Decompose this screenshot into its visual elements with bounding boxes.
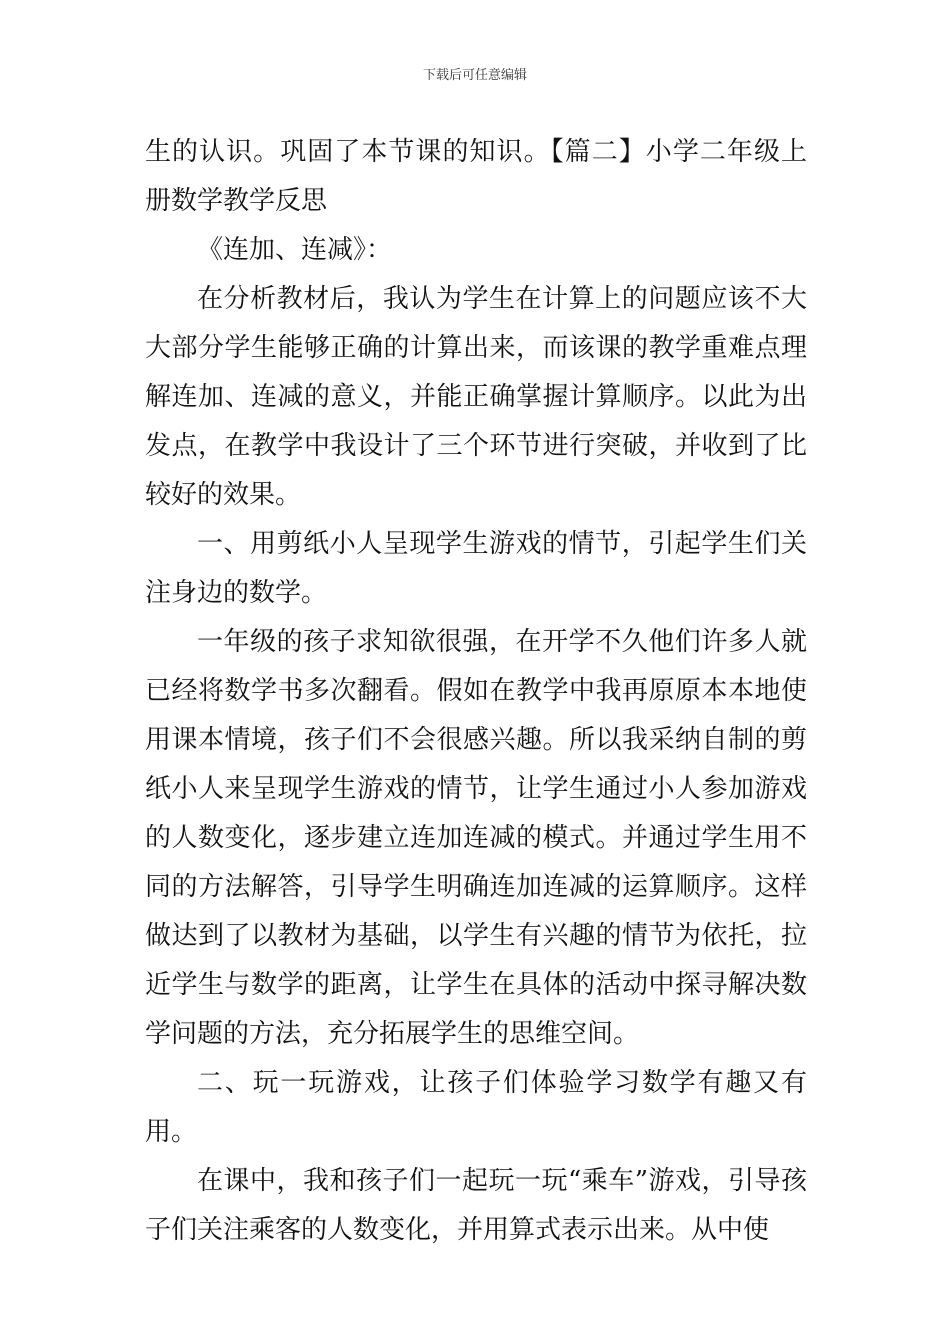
paragraph-section-two-heading: 二、玩一玩游戏，让孩子们体验学习数学有趣又有用。	[145, 1068, 807, 1147]
paragraph-analysis: 在分析教材后，我认为学生在计算上的问题应该不大大部分学生能够正确的计算出来，而该课的教学重难点理解连加、连减的意义，并能正确掌握计算顺序。以此为出发点，在教学中我设计了三个环节进行突破，并收到了比较好的效果。	[145, 284, 807, 510]
paragraph-section-one-heading: 一、用剪纸小人呈现学生游戏的情节，引起学生们关注身边的数学。	[145, 529, 807, 608]
page-header-note: 下载后可任意编辑	[422, 68, 527, 83]
document-body	[145, 128, 807, 1255]
paragraph-continuation: 生的认识。巩固了本节课的知识。【篇二】小学二年级上册数学教学反思	[145, 137, 807, 216]
paragraph-lesson-title: 《连加、连减》：	[197, 235, 393, 265]
paragraph-section-one-body: 一年级的孩子求知欲很强，在开学不久他们许多人就已经将数学书多次翻看。假如在教学中我再原原本本地使用课本情境，孩子们不会很感兴趣。所以我采纳自制的剪纸小人来呈现学生游戏的情节，让学生通过小人参加游戏的人数变化，逐步建立连加连减的模式。并通过学生用不同的方法解答，引导学生明确连加连减的运算顺序。这样做达到了以教材为基础，以学生有兴趣的情节为依托，拉近学生与数学的距离，让学生在具体的活动中探寻解决数学问题的方法，充分拓展学生的思维空间。	[145, 627, 807, 1049]
paragraph-section-two-body: 在课中，我和孩子们一起玩一玩“乘车”游戏，引导孩子们关注乘客的人数变化，并用算式表示出来。从中使	[145, 1166, 807, 1245]
